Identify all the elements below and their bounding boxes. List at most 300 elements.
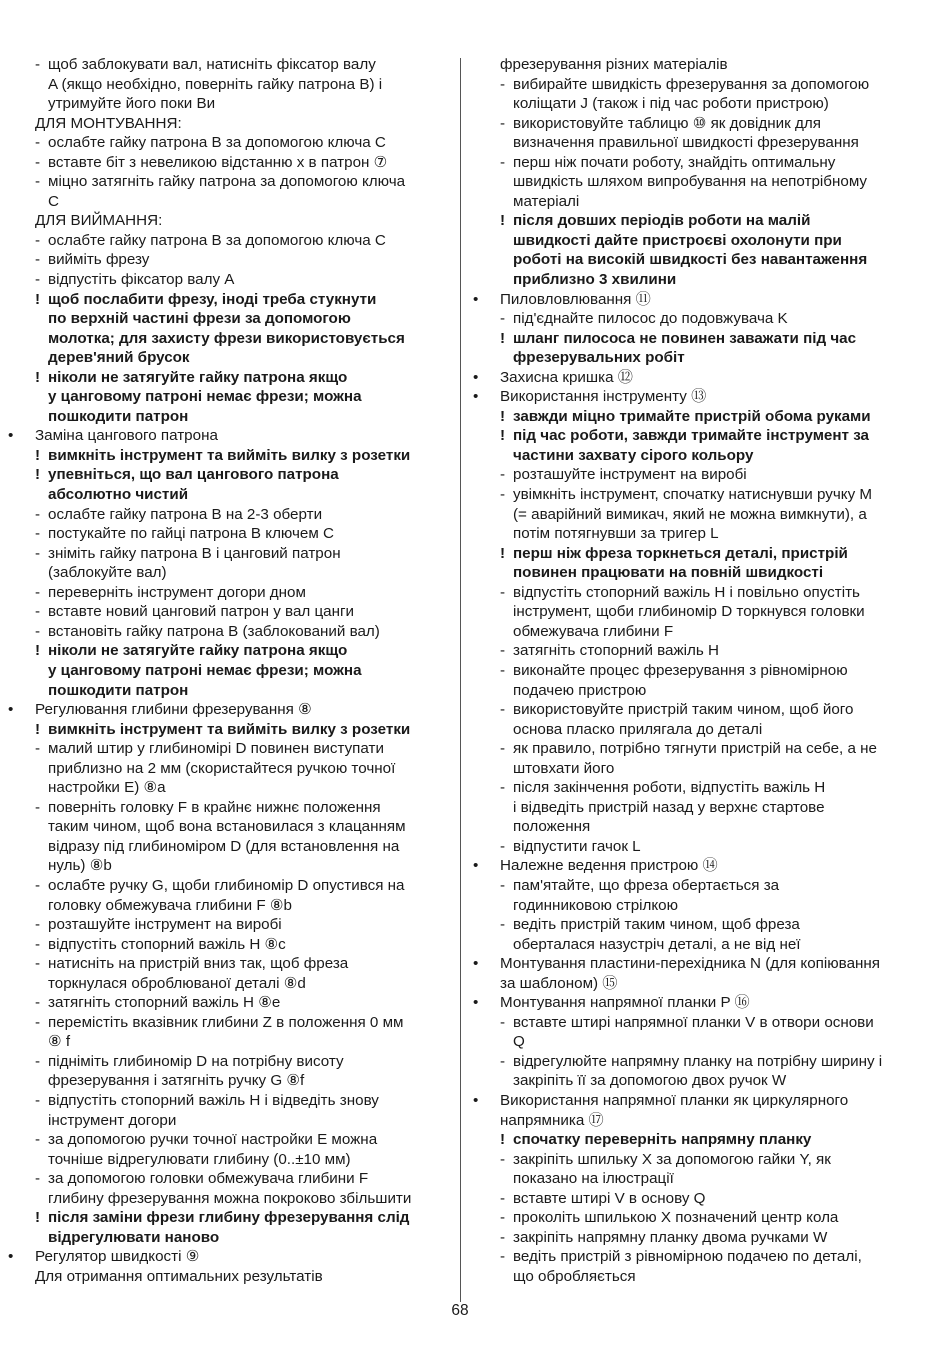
dash-marker: - — [35, 603, 41, 621]
line-text: Використання інструменту ⑬ — [500, 388, 707, 406]
dash-marker: - — [500, 837, 506, 855]
text-line — [471, 935, 913, 955]
text-line — [471, 1111, 913, 1131]
dash-marker: - — [35, 525, 41, 543]
line-text: ведіть пристрій з рівномірною подачею по деталі, — [513, 1248, 862, 1266]
text-line — [6, 211, 452, 231]
text-line — [6, 681, 452, 701]
warning-marker: ! — [500, 407, 506, 425]
line-text: використовуйте таблицю ⑩ як довідник для — [513, 114, 821, 132]
line-text: обмежувача глибини F — [513, 622, 674, 640]
text-line — [471, 309, 913, 329]
line-text: закріпіть її за допомогою двох ручок W — [513, 1072, 787, 1090]
bullet-marker: • — [473, 368, 479, 386]
dash-marker: - — [35, 798, 41, 816]
line-text: ⑧ f — [48, 1033, 71, 1051]
text-line — [6, 739, 452, 759]
line-text: ведіть пристрій таким чином, щоб фреза — [513, 916, 800, 934]
line-text: пам'ятайте, що фреза обертається за — [513, 876, 780, 894]
text-line — [6, 1208, 452, 1228]
text-line — [471, 954, 913, 974]
text-line — [6, 622, 452, 642]
text-line — [6, 1013, 452, 1033]
bullet-marker: • — [473, 290, 479, 308]
text-line — [6, 856, 452, 876]
line-text: Монтування напрямної планки P ⑯ — [500, 994, 750, 1012]
text-line — [6, 133, 452, 153]
line-text: за допомогою головки обмежувача глибини F — [48, 1170, 369, 1188]
text-line — [6, 778, 452, 798]
bullet-marker: • — [8, 701, 14, 719]
text-line — [6, 1247, 452, 1267]
line-text: вийміть фрезу — [48, 251, 150, 269]
text-line — [6, 798, 452, 818]
line-text: Для отримання оптимальних результатів — [35, 1267, 323, 1285]
text-line — [471, 368, 913, 388]
line-text: закріпіть напрямну планку двома ручками W — [513, 1228, 828, 1246]
bullet-marker: • — [473, 388, 479, 406]
line-text: натисніть на пристрій вниз так, щоб фреза — [48, 955, 349, 973]
text-line — [471, 1169, 913, 1189]
line-text: фрезерування і затягніть ручку G ⑧f — [48, 1072, 305, 1090]
text-line — [6, 1130, 452, 1150]
text-line — [6, 290, 452, 310]
line-text: відпустіть стопорний важіль H і повільно опустіть — [513, 583, 860, 601]
text-line — [6, 563, 452, 583]
dash-marker: - — [500, 466, 506, 484]
line-text: C — [48, 192, 59, 210]
line-text: розташуйте інструмент на виробі — [513, 466, 747, 484]
line-text: ослабте гайку патрона B на 2-3 оберти — [48, 505, 323, 523]
dash-marker: - — [35, 955, 41, 973]
text-line — [471, 290, 913, 310]
dash-marker: - — [500, 1209, 506, 1227]
line-text: швидкості дайте пристроєві охолонути при — [513, 231, 842, 249]
warning-marker: ! — [35, 466, 41, 484]
line-text: швидкість шляхом випробування на непотрібному — [513, 173, 868, 191]
dash-marker: - — [35, 1170, 41, 1188]
text-line — [471, 250, 913, 270]
line-text: щоб заблокувати вал, натисніть фіксатор валу — [48, 56, 376, 73]
text-line — [471, 153, 913, 173]
line-text: Належне ведення пристрою ⑭ — [500, 857, 718, 875]
dash-marker: - — [35, 505, 41, 523]
dash-marker: - — [500, 114, 506, 132]
text-line — [6, 55, 452, 75]
text-line — [471, 661, 913, 681]
line-text: (= аварійний вимикач, який не можна вимкнути), а — [513, 505, 867, 523]
line-text: нуль) ⑧b — [48, 857, 112, 875]
text-line — [471, 739, 913, 759]
line-text: головку обмежувача глибини F ⑧b — [48, 896, 292, 914]
line-text: вибирайте швидкість фрезерування за допомогою — [513, 75, 870, 93]
line-text: міцно затягніть гайку патрона за допомогою ключа — [48, 173, 406, 191]
line-text: штовхати його — [513, 759, 615, 777]
line-text: упевніться, що вал цангового патрона — [48, 466, 339, 484]
text-line — [6, 1169, 452, 1189]
line-text: напрямника ⑰ — [500, 1111, 604, 1129]
text-line — [6, 1111, 452, 1131]
line-text: що обробляється — [513, 1267, 636, 1285]
line-text: вставте новий цанговий патрон у вал цанги — [48, 603, 355, 621]
line-text: по верхній частині фрези за допомогою — [48, 310, 351, 328]
text-line — [471, 759, 913, 779]
text-line — [471, 622, 913, 642]
dash-marker: - — [500, 642, 506, 660]
line-text: малий штир у глибиномірі D повинен виступати — [48, 740, 384, 758]
text-line — [6, 896, 452, 916]
text-line — [471, 544, 913, 564]
text-line — [6, 1071, 452, 1091]
dash-marker: - — [35, 1013, 41, 1031]
dash-marker: - — [500, 1013, 506, 1031]
line-text: Заміна цангового патрона — [35, 427, 218, 445]
text-line — [471, 465, 913, 485]
line-text: торкнулася оброблюваної деталі ⑧d — [48, 974, 306, 992]
text-line — [471, 485, 913, 505]
line-text: інструмент, щоби глибиномір D торкнувся головки — [513, 603, 865, 621]
line-text: після закінчення роботи, відпустіть важіль H — [513, 779, 826, 797]
line-text: фрезерування різних матеріалів — [500, 56, 728, 73]
text-line — [471, 133, 913, 153]
text-line — [471, 876, 913, 896]
text-line — [6, 817, 452, 837]
text-line — [471, 1208, 913, 1228]
text-line — [6, 641, 452, 661]
line-text: постукайте по гайці патрона B ключем C — [48, 525, 334, 543]
warning-marker: ! — [500, 212, 506, 230]
line-text: поверніть головку F в крайнє нижнє положення — [48, 798, 381, 816]
line-text: настройки E) ⑧a — [48, 779, 166, 797]
text-line — [6, 465, 452, 485]
text-line — [6, 720, 452, 740]
dash-marker: - — [35, 622, 41, 640]
line-text: у цанговому патроні немає фрези; можна — [48, 661, 362, 679]
text-line — [471, 602, 913, 622]
bullet-marker: • — [8, 427, 14, 445]
text-line — [6, 368, 452, 388]
line-text: проколіть шпилькою X позначений центр кола — [513, 1209, 839, 1227]
line-text: ослабте гайку патрона B за допомогою ключа C — [48, 134, 386, 152]
text-line — [471, 1091, 913, 1111]
dash-marker: - — [35, 1131, 41, 1149]
text-line — [6, 309, 452, 329]
dash-marker: - — [500, 310, 506, 328]
line-text: таким чином, щоб вона встановилася з клацанням — [48, 818, 406, 836]
line-text: приблизно на 2 мм (скористайтеся ручкою точної — [48, 759, 396, 777]
line-text: ніколи не затягуйте гайку патрона якщо — [48, 642, 348, 660]
line-text: затягніть стопорний важіль H ⑧e — [48, 994, 281, 1012]
text-line — [6, 935, 452, 955]
line-text: фрезерувальних робіт — [513, 349, 685, 367]
dash-marker: - — [35, 935, 41, 953]
line-text: пошкодити патрон — [48, 407, 189, 425]
text-line — [6, 114, 452, 134]
dash-marker: - — [35, 1091, 41, 1109]
line-text: Регулювання глибини фрезерування ⑧ — [35, 701, 312, 719]
dash-marker: - — [500, 75, 506, 93]
line-text: ДЛЯ МОНТУВАННЯ: — [35, 114, 182, 132]
line-text: Використання напрямної планки як циркулярного — [500, 1091, 849, 1109]
line-text: увімкніть інструмент, спочатку натиснувши ручку M — [513, 486, 873, 504]
text-line — [471, 211, 913, 231]
line-text: затягніть стопорний важіль H — [513, 642, 720, 660]
warning-marker: ! — [500, 544, 506, 562]
line-text: підніміть глибиномір D на потрібну висоту — [48, 1052, 344, 1070]
line-text: молотка; для захисту фрези використовується — [48, 329, 405, 347]
text-line — [471, 681, 913, 701]
bullet-marker: • — [473, 1091, 479, 1109]
text-line — [6, 231, 452, 251]
line-text: оберталася назустріч деталі, а не від неї — [513, 935, 801, 953]
text-line — [6, 172, 452, 192]
line-text: після заміни фрези глибину фрезерування слід — [48, 1209, 410, 1227]
text-line — [471, 1032, 913, 1052]
line-text: повинен працювати на повній швидкості — [513, 564, 824, 582]
warning-marker: ! — [35, 642, 41, 660]
text-line — [6, 1052, 452, 1072]
line-text: приблизно 3 хвилини — [513, 271, 677, 289]
text-line — [471, 896, 913, 916]
bullet-marker: • — [8, 1248, 14, 1266]
line-text: за шаблоном) ⑮ — [500, 974, 618, 992]
left-column — [6, 55, 452, 1286]
text-line — [471, 94, 913, 114]
dash-marker: - — [500, 1150, 506, 1168]
text-line — [471, 700, 913, 720]
line-text: матеріалі — [513, 192, 580, 210]
text-line — [6, 348, 452, 368]
line-text: відпустіть стопорний важіль H і відведіть знову — [48, 1091, 379, 1109]
dash-marker: - — [500, 1189, 506, 1207]
dash-marker: - — [35, 994, 41, 1012]
line-text: пошкодити патрон — [48, 681, 189, 699]
dash-marker: - — [500, 1248, 506, 1266]
text-line — [6, 524, 452, 544]
text-line — [471, 993, 913, 1013]
line-text: під час роботи, завжди тримайте інструмент за — [513, 427, 870, 445]
text-line — [6, 250, 452, 270]
dash-marker: - — [500, 701, 506, 719]
line-text: вставте штирі V в основу Q — [513, 1189, 706, 1207]
dash-marker: - — [35, 173, 41, 191]
text-line — [471, 407, 913, 427]
column-divider — [460, 58, 461, 1302]
line-text: відпустіть стопорний важіль H ⑧c — [48, 935, 286, 953]
text-line — [471, 1228, 913, 1248]
text-line — [471, 172, 913, 192]
line-text: вимкніть інструмент та вийміть вилку з розетки — [48, 720, 411, 738]
text-line — [471, 915, 913, 935]
line-text: годинниковою стрілкою — [513, 896, 679, 914]
text-line — [471, 75, 913, 95]
dash-marker: - — [35, 916, 41, 934]
text-line — [6, 192, 452, 212]
dash-marker: - — [35, 583, 41, 601]
page-number: 68 — [451, 1302, 469, 1319]
line-text: ослабте гайку патрона B за допомогою ключа C — [48, 231, 386, 249]
warning-marker: ! — [35, 1209, 41, 1227]
dash-marker: - — [35, 1052, 41, 1070]
line-text: Регулятор швидкості ⑨ — [35, 1248, 200, 1266]
line-text: спочатку переверніть напрямну планку — [513, 1131, 812, 1149]
line-text: шланг пилососа не повинен заважати під час — [513, 329, 857, 347]
text-line — [471, 55, 913, 75]
line-text: частини захвату сірого кольору — [513, 446, 754, 464]
line-text: глибину фрезерування можна покроково збільшити — [48, 1189, 412, 1207]
line-text: визначення правильної швидкості фрезерування — [513, 134, 859, 152]
text-line — [6, 1150, 452, 1170]
text-line — [471, 778, 913, 798]
dash-marker: - — [35, 740, 41, 758]
bullet-marker: • — [473, 955, 479, 973]
text-line — [6, 837, 452, 857]
text-line — [471, 1130, 913, 1150]
line-text: після довших періодів роботи на малій — [513, 212, 811, 230]
dash-marker: - — [35, 544, 41, 562]
line-text: вимкніть інструмент та вийміть вилку з розетки — [48, 446, 411, 464]
line-text: відпустіть фіксатор валу A — [48, 271, 235, 289]
line-text: ослабте ручку G, щоби глибиномір D опустився на — [48, 876, 405, 894]
text-line — [6, 505, 452, 525]
text-line — [471, 348, 913, 368]
dash-marker: - — [35, 153, 41, 171]
text-line — [471, 505, 913, 525]
text-line — [6, 446, 452, 466]
text-line — [471, 720, 913, 740]
warning-marker: ! — [35, 368, 41, 386]
text-line — [6, 759, 452, 779]
text-line — [6, 544, 452, 564]
line-text: виконайте процес фрезерування з рівномірною — [513, 661, 848, 679]
text-line — [471, 1071, 913, 1091]
dash-marker: - — [500, 153, 506, 171]
bullet-marker: • — [473, 994, 479, 1012]
dash-marker: - — [500, 740, 506, 758]
dash-marker: - — [500, 486, 506, 504]
line-text: щоб послабити фрезу, іноді треба стукнути — [48, 290, 377, 308]
text-line — [471, 1247, 913, 1267]
dash-marker: - — [500, 1228, 506, 1246]
text-line — [6, 974, 452, 994]
text-line — [471, 974, 913, 994]
text-line — [6, 1189, 452, 1209]
line-text: ДЛЯ ВИЙМАННЯ: — [35, 212, 163, 230]
line-text: під'єднайте пилосос до подовжувача K — [513, 310, 788, 328]
text-line — [471, 1267, 913, 1287]
line-text: інструмент догори — [48, 1111, 177, 1129]
line-text: потім потягнувши за тригер L — [513, 525, 719, 543]
line-text: роботі на високій швидкості без навантаження — [513, 251, 868, 269]
line-text: коліщати J (також і під час роботи пристрою) — [513, 95, 829, 113]
text-line — [6, 1032, 452, 1052]
text-line — [6, 485, 452, 505]
warning-marker: ! — [35, 720, 41, 738]
dash-marker: - — [500, 779, 506, 797]
text-line — [6, 329, 452, 349]
dash-marker: - — [35, 56, 41, 73]
line-text: використовуйте пристрій таким чином, щоб його — [513, 701, 854, 719]
dash-marker: - — [35, 876, 41, 894]
right-column — [471, 55, 913, 1286]
dash-marker: - — [35, 231, 41, 249]
line-text: Пиловловлювання ⑪ — [500, 290, 651, 308]
text-line — [6, 993, 452, 1013]
text-line — [471, 231, 913, 251]
text-line — [6, 954, 452, 974]
text-line — [471, 426, 913, 446]
line-text: перемістіть вказівник глибини Z в положення 0 мм — [48, 1013, 404, 1031]
line-text: у цанговому патроні немає фрези; можна — [48, 388, 362, 406]
line-text: дерев'яний брусок — [48, 349, 190, 367]
line-text: перш ніж фреза торкнеться деталі, пристрій — [513, 544, 848, 562]
dash-marker: - — [500, 1052, 506, 1070]
text-line — [6, 602, 452, 622]
line-text: завжди міцно тримайте пристрій обома руками — [513, 407, 871, 425]
text-line — [471, 856, 913, 876]
text-line — [471, 563, 913, 583]
dash-marker: - — [500, 916, 506, 934]
warning-marker: ! — [500, 1131, 506, 1149]
warning-marker: ! — [35, 290, 41, 308]
text-line — [471, 329, 913, 349]
line-text: вставте штирі напрямної планки V в отвори основи — [513, 1013, 874, 1031]
dash-marker: - — [500, 876, 506, 894]
line-text: ніколи не затягуйте гайку патрона якщо — [48, 368, 348, 386]
text-line — [6, 1267, 452, 1287]
text-line — [6, 876, 452, 896]
line-text: встановіть гайку патрона B (заблокований вал) — [48, 622, 380, 640]
text-line — [471, 1013, 913, 1033]
text-line — [471, 114, 913, 134]
line-text: і відведіть пристрій назад у верхнє стартове — [513, 798, 825, 816]
line-text: як правило, потрібно тягнути пристрій на себе, а не — [513, 740, 877, 758]
line-text: перш ніж почати роботу, знайдіть оптимальну — [513, 153, 836, 171]
line-text: Захисна кришка ⑫ — [500, 368, 633, 386]
line-text: Q — [513, 1033, 525, 1051]
text-line — [471, 524, 913, 544]
line-text: закріпіть шпильку X за допомогою гайки Y, як — [513, 1150, 831, 1168]
line-text: (заблокуйте вал) — [48, 564, 167, 582]
line-text: абсолютно чистий — [48, 486, 189, 504]
text-line — [6, 153, 452, 173]
line-text: відрегулювати наново — [48, 1228, 220, 1246]
text-line — [6, 426, 452, 446]
line-text: переверніть інструмент догори дном — [48, 583, 306, 601]
text-line — [6, 94, 452, 114]
line-text: відрегулюйте напрямну планку на потрібну ширину і — [513, 1052, 883, 1070]
dash-marker: - — [35, 271, 41, 289]
text-line — [6, 1091, 452, 1111]
line-text: подачею пристрою — [513, 681, 647, 699]
line-text: A (якщо необхідно, поверніть гайку патрона B) і — [48, 75, 383, 93]
line-text: основа пласко прилягала до деталі — [513, 720, 763, 738]
line-text: Монтування пластини-перехідника N (для копіювання — [500, 955, 881, 973]
text-line — [471, 192, 913, 212]
text-line — [6, 1228, 452, 1248]
text-line — [471, 583, 913, 603]
line-text: точніше відрегулювати глибину (0..±10 мм) — [48, 1150, 351, 1168]
warning-marker: ! — [500, 427, 506, 445]
text-line — [6, 407, 452, 427]
text-line — [6, 915, 452, 935]
warning-marker: ! — [500, 329, 506, 347]
line-text: відразу під глибиноміром D (для встановлення на — [48, 837, 400, 855]
bullet-marker: • — [473, 857, 479, 875]
text-line — [471, 446, 913, 466]
text-line — [6, 270, 452, 290]
line-text: утримуйте його поки Ви — [48, 95, 216, 113]
